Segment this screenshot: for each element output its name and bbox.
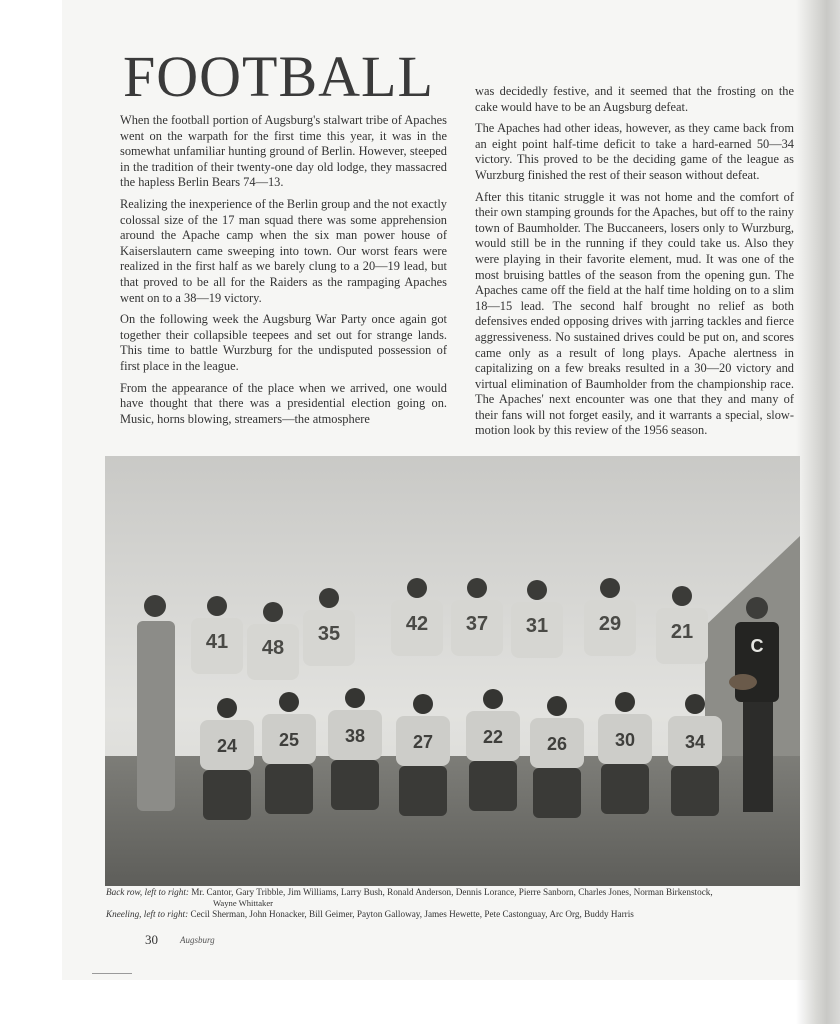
jersey-number: 38 — [344, 726, 366, 746]
jersey-number: 48 — [261, 637, 285, 659]
photo-caption — [106, 887, 818, 920]
caption-back-row — [106, 887, 818, 898]
left-column — [120, 113, 447, 433]
caption-back-row-names: Mr. Cantor, Gary Tribble, Jim Williams, Larry Bush, Ronald Anderson, Dennis Lorance, Pierre Sanborn, Charles Jones, Norman Birkenstock, — [191, 887, 713, 897]
football — [729, 674, 757, 690]
paragraph: From the appearance of the place when we arrived, one would have thought that there was a presidential election going on. Music, horns blowing, streamers—the atmosphere — [120, 380, 447, 426]
jersey-number: 25 — [278, 730, 300, 750]
page-gutter-shadow — [796, 0, 840, 1024]
caption-back-row-continued: Wayne Whittaker — [213, 898, 273, 908]
paragraph: was decidedly festive, and it seemed that the frosting on the cake would have to be an Augsburg defeat. — [475, 84, 794, 114]
jersey-number: 26 — [546, 734, 568, 754]
paragraph: After this titanic struggle it was not home and the comfort of their own stamping grounds for the Apaches, but off to the rainy town of Baumholder. The Buccaneers, losers only to Wurzburg, would still be in the running if they could take us. Also they were playing in their favorite element, mud. It was one of the most bruising battles of the season from the opening gun. The Apaches came off the field at the half time holding on to a slim 18—15 lead. The second half brought no relief as both defensives ended opposing drives with jarring tackles and fierce aggressiveness. No sustained drives could be put on, and scores came only as a result of long plays. Apache alertness in capitalizing on a few breaks resulted in a 30—20 victory and virtual elimination of Baumholder from the championship race. The Apaches' next encounter was one that they and many of their fans will not forget easily, and it warrants a special, slow-motion look by this review of the 1956 season. — [475, 189, 794, 438]
right-column — [475, 84, 794, 445]
jersey-number: 37 — [465, 613, 489, 635]
jersey-number: 29 — [598, 613, 622, 635]
paragraph: Realizing the inexperience of the Berlin group and the not exactly colossal size of the 17 man squad there was some apprehension around the Apache camp when the six man power house of Kaiserslautern came sweeping into town. Our worst fears were realized in the first half as we barely clung to a 20—19 lead, but that proved to be all for the Raiders as the rampaging Apaches went on to a 38—19 victory. — [120, 196, 447, 305]
jersey-number: 41 — [205, 631, 229, 653]
paragraph: On the following week the Augsburg War Party once again got together their collapsible teepees and set out for strange lands. This time to battle Wurzburg for the undisputed possession of first place in the league. — [120, 312, 447, 373]
jersey-number: 22 — [482, 727, 504, 747]
jersey-number: 30 — [614, 730, 636, 750]
paragraph: The Apaches had other ideas, however, as they came back from an eight point half-time deficit to take a hard-earned 50—34 victory. This proved to be the deciding game of the league as Wurzburg finished the rest of their season without defeat. — [475, 121, 794, 182]
paragraph: When the football portion of Augsburg's stalwart tribe of Apaches went on the warpath for the first time this year, it was in the somewhat unfamiliar hunting ground of Berlin. However, steeped in the tradition of their twenty-one day old lodge, they massacred the hapless Berlin Bears 74—13. — [120, 113, 447, 190]
letter-sweater-c: C — [750, 636, 764, 656]
caption-kneeling-row — [106, 909, 818, 920]
jersey-number: 31 — [525, 615, 549, 637]
coach-left — [137, 595, 175, 811]
running-title: Augsburg — [180, 935, 215, 945]
jersey-number: 24 — [216, 736, 238, 756]
team-photo-illustration — [105, 456, 800, 886]
team-photo — [105, 456, 800, 886]
bottom-rule — [92, 973, 132, 974]
jersey-number: 21 — [670, 621, 694, 643]
caption-kneeling-names: Cecil Sherman, John Honacker, Bill Geimer, Payton Galloway, James Hewette, Pete Castonguay, Arc Org, Buddy Harris — [190, 909, 634, 919]
jersey-number: 35 — [317, 623, 341, 645]
caption-kneeling-label: Kneeling, left to right: — [106, 909, 189, 919]
jersey-number: 42 — [405, 613, 429, 635]
jersey-number: 34 — [684, 732, 706, 752]
page-number: 30 — [145, 932, 158, 947]
caption-back-row-label: Back row, left to right: — [106, 887, 189, 897]
article-title: FOOTBALL — [123, 44, 434, 109]
jersey-number: 27 — [412, 732, 434, 752]
